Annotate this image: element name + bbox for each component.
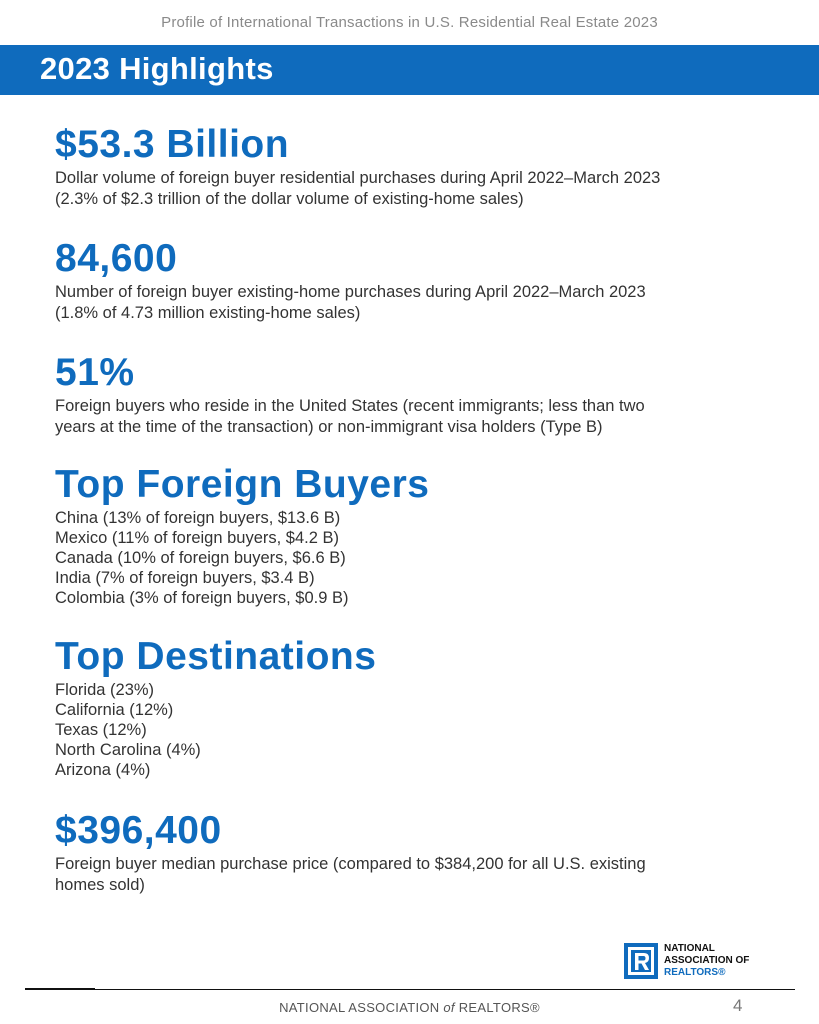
top-foreign-buyers-list xyxy=(55,508,775,608)
stat-heading: $53.3 Billion xyxy=(55,123,290,166)
realtor-r-glyph xyxy=(624,943,658,979)
list-item: China (13% of foreign buyers, $13.6 B) xyxy=(55,509,341,527)
top-foreign-buyers-section xyxy=(55,462,775,608)
footer-org-suffix: REALTORS® xyxy=(454,1000,540,1015)
list-item: Texas (12%) xyxy=(55,721,147,739)
highlights-banner xyxy=(0,45,819,95)
logo-line: REALTORS® xyxy=(664,967,726,978)
top-destinations-list xyxy=(55,680,775,780)
footer-org-prefix: NATIONAL ASSOCIATION xyxy=(279,1000,444,1015)
stat-description: Number of foreign buyer existing-home purchases during April 2022–March 2023 (1.8% of 4.73 million existing-home sales) xyxy=(55,283,646,322)
footer-divider-accent xyxy=(25,988,95,990)
list-item: Canada (10% of foreign buyers, $6.6 B) xyxy=(55,549,346,567)
banner-title: 2023 Highlights xyxy=(40,51,274,86)
logo-line: NATIONAL xyxy=(664,943,715,954)
footer-org-name xyxy=(0,1000,819,1015)
list-item: Florida (23%) xyxy=(55,681,155,699)
top-destinations-heading: Top Destinations xyxy=(55,635,377,678)
page-number: 4 xyxy=(733,996,743,1015)
logo-wordmark xyxy=(664,943,749,979)
highlight-resident-share xyxy=(55,350,775,438)
stat-heading: 51% xyxy=(55,351,135,394)
stat-description: Foreign buyers who reside in the United States (recent immigrants; less than two years at the time of the transaction) or non-immigrant visa holders (Type B) xyxy=(55,397,645,436)
footer-org-of: of xyxy=(443,1000,455,1015)
top-destinations-section xyxy=(55,634,775,780)
stat-heading: 84,600 xyxy=(55,237,178,280)
list-item: Mexico (11% of foreign buyers, $4.2 B) xyxy=(55,529,339,547)
list-item: North Carolina (4%) xyxy=(55,741,201,759)
realtor-r-icon xyxy=(624,943,658,979)
list-item: Arizona (4%) xyxy=(55,761,151,779)
stat-description: Foreign buyer median purchase price (compared to $384,200 for all U.S. existing homes sold) xyxy=(55,855,646,894)
footer-divider xyxy=(25,989,795,990)
stat-description: Dollar volume of foreign buyer residential purchases during April 2022–March 2023 (2.3% of $2.3 trillion of the dollar volume of existing-home sales) xyxy=(55,169,661,208)
list-item: Colombia (3% of foreign buyers, $0.9 B) xyxy=(55,589,349,607)
report-title: Profile of International Transactions in U.S. Residential Real Estate 2023 xyxy=(161,14,658,31)
top-foreign-buyers-heading: Top Foreign Buyers xyxy=(55,463,430,506)
logo-line: ASSOCIATION OF xyxy=(664,955,750,966)
highlight-dollar-volume xyxy=(55,122,775,210)
nar-logo xyxy=(624,943,784,983)
stat-heading: $396,400 xyxy=(55,809,222,852)
list-item: India (7% of foreign buyers, $3.4 B) xyxy=(55,569,315,587)
median-price-section xyxy=(55,808,775,896)
list-item: California (12%) xyxy=(55,701,174,719)
highlight-purchase-count xyxy=(55,236,775,324)
